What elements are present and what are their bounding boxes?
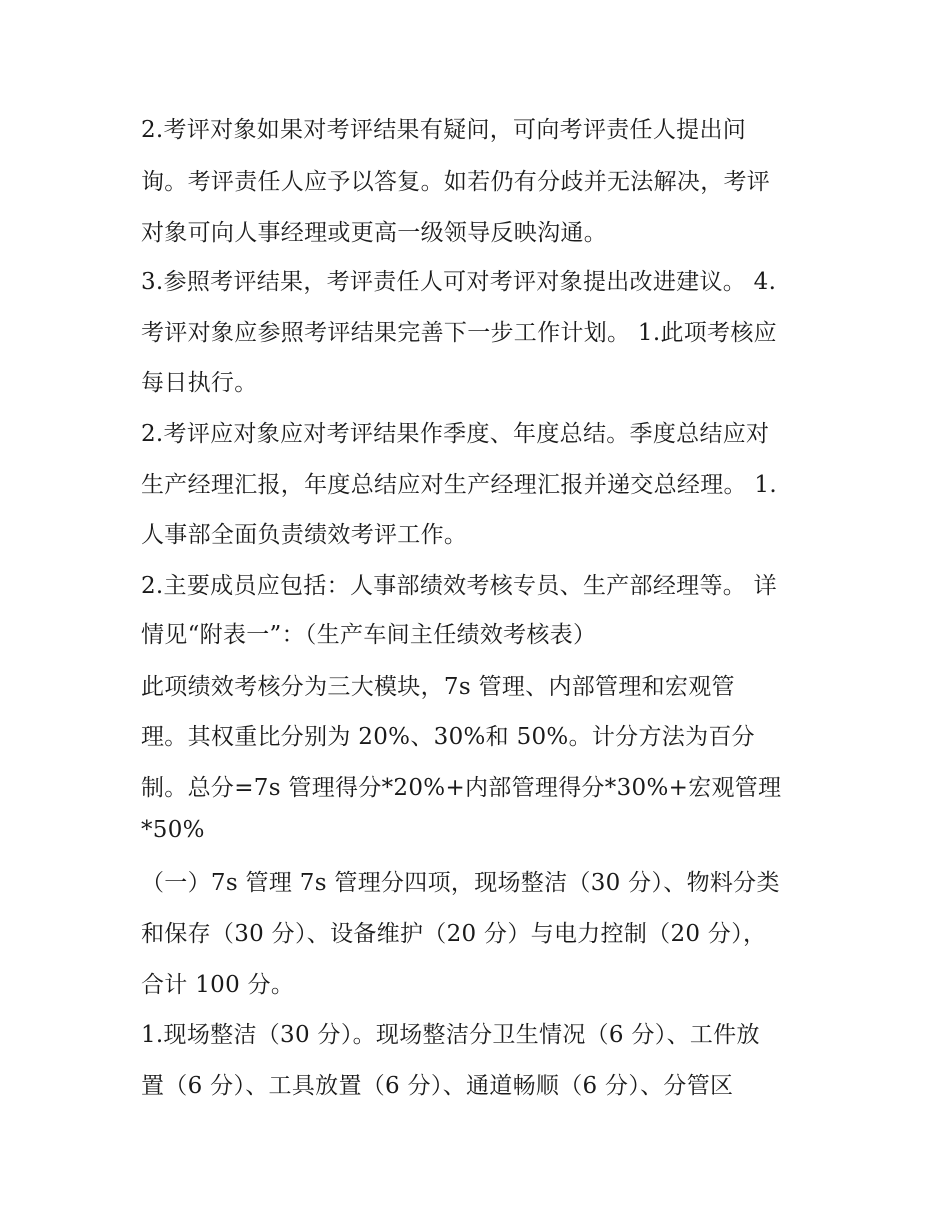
text-line: 2.考评应对象应对考评结果作季度、年度总结。季度总结应对 bbox=[141, 421, 770, 447]
text-line: 考评对象应参照考评结果完善下一步工作计划。 1.此项考核应 bbox=[141, 320, 777, 346]
text-line: 和保存（30 分）、设备维护（20 分）与电力控制（20 分）， bbox=[141, 921, 767, 947]
text-line: 制。总分=7s 管理得分*20%+内部管理得分*30%+宏观管理 bbox=[141, 775, 782, 801]
text-line: 生产经理汇报，年度总结应对生产经理汇报并递交总经理。 1. bbox=[141, 472, 777, 498]
text-line: *50% bbox=[141, 817, 205, 843]
text-line: 此项绩效考核分为三大模块，7s 管理、内部管理和宏观管 bbox=[141, 674, 735, 700]
text-line: 每日执行。 bbox=[141, 370, 258, 396]
text-line: （一）7s 管理 7s 管理分四项，现场整洁（30 分）、物料分类 bbox=[141, 870, 780, 896]
text-line: 2.主要成员应包括：人事部绩效考核专员、生产部经理等。 详 bbox=[141, 573, 777, 599]
text-line: 2.考评对象如果对考评结果有疑问，可向考评责任人提出问 bbox=[141, 117, 747, 143]
text-line: 人事部全面负责绩效考评工作。 bbox=[141, 522, 468, 548]
text-line: 1.现场整洁（30 分）。现场整洁分卫生情况（6 分）、工件放 bbox=[141, 1022, 760, 1048]
text-line: 对象可向人事经理或更高一级领导反映沟通。 bbox=[141, 220, 607, 246]
text-line: 置（6 分）、工具放置（6 分）、通道畅顺（6 分）、分管区 bbox=[141, 1073, 734, 1099]
text-line: 情见“附表一”：（生产车间主任绩效考核表） bbox=[141, 622, 597, 648]
text-line: 3.参照考评结果，考评责任人可对考评对象提出改进建议。 4. bbox=[141, 269, 777, 295]
text-line: 询。考评责任人应予以答复。如若仍有分歧并无法解决，考评 bbox=[141, 169, 771, 195]
text-line: 合计 100 分。 bbox=[141, 972, 295, 998]
text-line: 理。其权重比分别为 20%、30%和 50%。计分方法为百分 bbox=[141, 724, 755, 750]
